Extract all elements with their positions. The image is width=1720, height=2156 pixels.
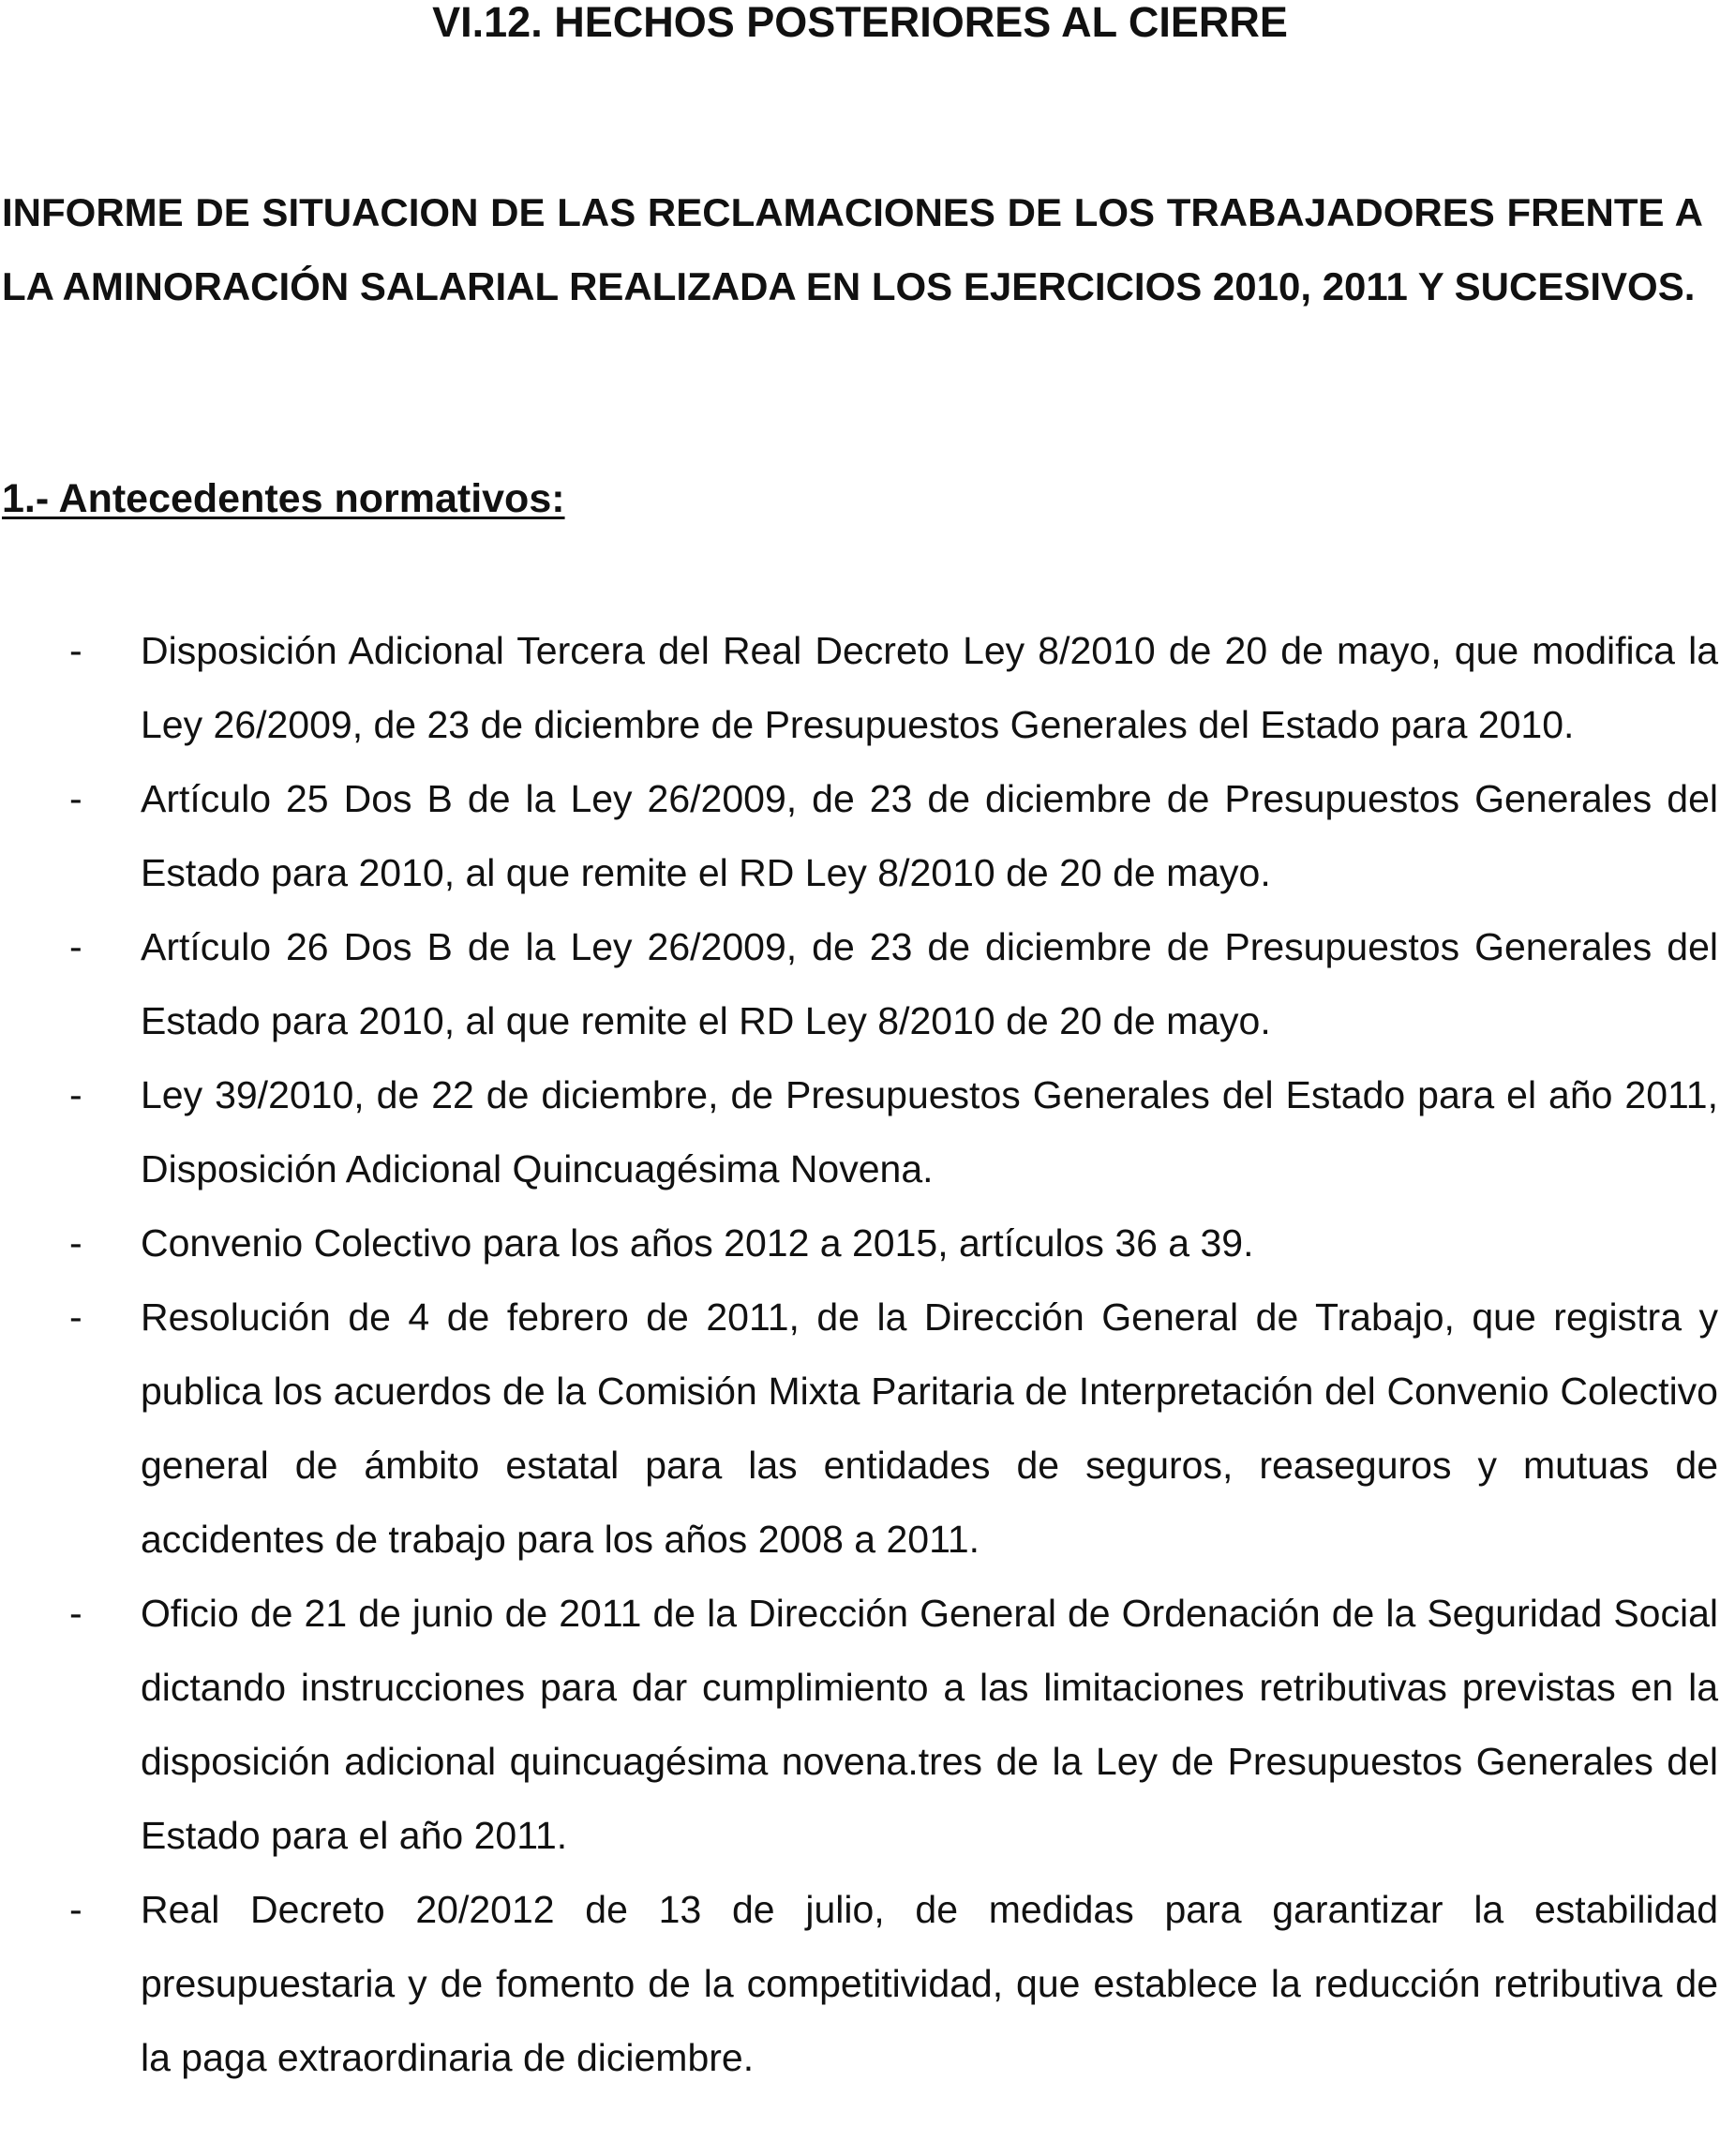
list-item-text: Artículo 25 Dos B de la Ley 26/2009, de 23 de diciembre de Presupuestos Generales del Estado para 2010, al que remite el RD Ley 8/2010 de 20 de mayo. bbox=[141, 777, 1718, 894]
list-item bbox=[0, 1577, 1720, 1873]
list-item-text: Oficio de 21 de junio de 2011 de la Dirección General de Ordenación de la Seguridad Social dictando instrucciones para dar cumplimiento a las limitaciones retributivas previstas en la disposición adicional quincuagésima novena.tres de la Ley de Presupuestos Generales del Estado para el año 2011. bbox=[141, 1592, 1718, 1857]
section-title: VI.12. HECHOS POSTERIORES AL CIERRE bbox=[432, 0, 1288, 46]
list-item bbox=[0, 762, 1720, 910]
list-item bbox=[0, 614, 1720, 762]
list-item-text: Convenio Colectivo para los años 2012 a 2015, artículos 36 a 39. bbox=[141, 1221, 1254, 1265]
dash-bullet: - bbox=[69, 1888, 82, 1931]
dash-bullet: - bbox=[69, 629, 82, 672]
list-item bbox=[0, 1058, 1720, 1206]
list-item bbox=[0, 1873, 1720, 2095]
report-title: INFORME DE SITUACION DE LAS RECLAMACIONES DE LOS TRABAJADORES FRENTE A LA AMINORACIÓN SALARIAL REALIZADA EN LOS EJERCICIOS 2010, 2011 Y SUCESIVOS. bbox=[2, 190, 1703, 308]
dash-bullet: - bbox=[69, 777, 82, 820]
dash-bullet: - bbox=[69, 1073, 82, 1116]
list-item-text: Artículo 26 Dos B de la Ley 26/2009, de 23 de diciembre de Presupuestos Generales del Estado para 2010, al que remite el RD Ley 8/2010 de 20 de mayo. bbox=[141, 925, 1718, 1042]
list-item-text: Resolución de 4 de febrero de 2011, de la Dirección General de Trabajo, que registra y publica los acuerdos de la Comisión Mixta Paritaria de Interpretación del Convenio Colectivo general de ámbito estatal para las entidades de seguros, reaseguros y mutuas de accidentes de trabajo para los años 2008 a 2011. bbox=[141, 1295, 1718, 1561]
legal-references-list bbox=[0, 614, 1720, 2095]
list-item bbox=[0, 1280, 1720, 1577]
list-item bbox=[0, 1206, 1720, 1280]
list-item-text: Real Decreto 20/2012 de 13 de julio, de medidas para garantizar la estabilidad presupuestaria y de fomento de la competitividad, que establece la reducción retributiva de la paga extraordinaria de diciembre. bbox=[141, 1888, 1718, 2079]
dash-bullet: - bbox=[69, 1592, 82, 1635]
dash-bullet: - bbox=[69, 1221, 82, 1265]
dash-bullet: - bbox=[69, 1295, 82, 1339]
list-item bbox=[0, 910, 1720, 1058]
list-item-text: Disposición Adicional Tercera del Real Decreto Ley 8/2010 de 20 de mayo, que modifica la Ley 26/2009, de 23 de diciembre de Presupuestos Generales del Estado para 2010. bbox=[141, 629, 1718, 746]
list-item-text: Ley 39/2010, de 22 de diciembre, de Presupuestos Generales del Estado para el año 2011, Disposición Adicional Quincuagésima Novena. bbox=[141, 1073, 1718, 1190]
subheading-antecedentes: 1.- Antecedentes normativos: bbox=[2, 476, 565, 521]
dash-bullet: - bbox=[69, 925, 82, 968]
